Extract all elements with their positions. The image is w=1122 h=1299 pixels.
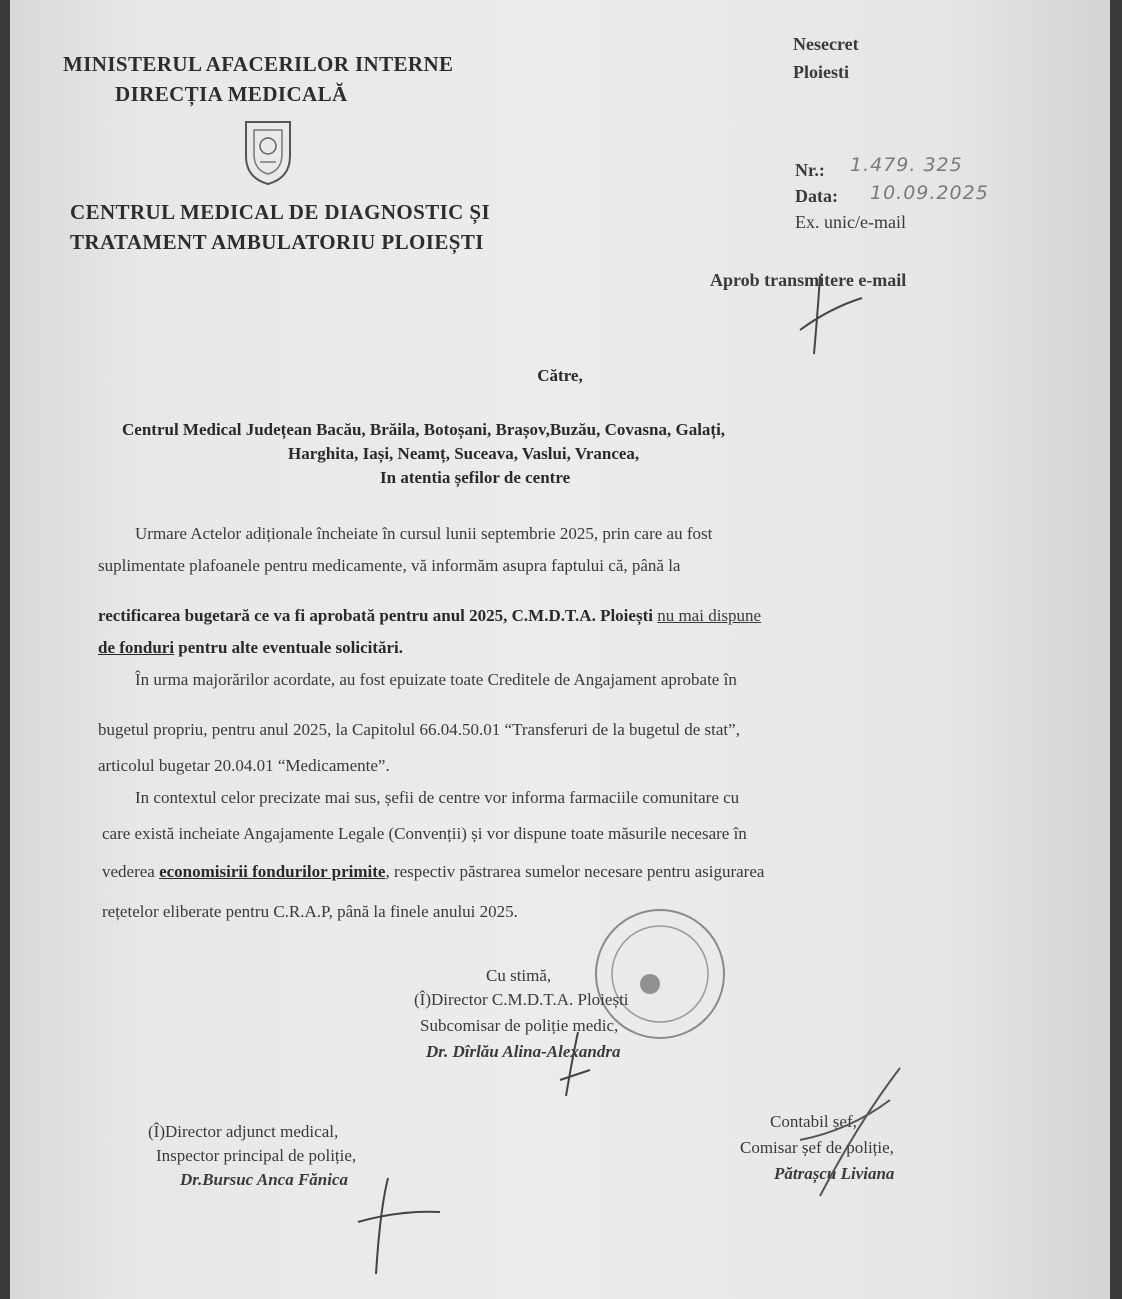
p1-line1: Urmare Actelor adiționale încheiate în cursul lunii septembrie 2025, prin care au fost: [135, 524, 713, 543]
deputy-name: Dr.Bursuc Anca Fănica: [180, 1170, 348, 1189]
p1-line2: suplimentate plafoanele pentru medicamente, vă informăm asupra faptului că, până la: [98, 556, 681, 575]
addressee-line3: In atentia șefilor de centre: [380, 468, 571, 487]
director-name: Dr. Dîrlău Alina-Alexandra: [426, 1042, 621, 1061]
center-name-line1: CENTRUL MEDICAL DE DIAGNOSTIC ȘI: [70, 200, 491, 224]
to-heading: Către,: [537, 366, 583, 385]
nr-value: 1.479. 325: [850, 154, 963, 176]
addressee-line1: Centrul Medical Județean Bacău, Brăila, Botoșani, Brașov,Buzău, Covasna, Galați,: [122, 420, 726, 439]
p1-line3: [98, 606, 761, 626]
approval-signature-icon: [790, 268, 880, 358]
p2-line2: bugetul propriu, pentru anul 2025, la Capitolul 66.04.50.01 “Transferuri de la bugetul de stat”,: [98, 720, 740, 739]
director-rank: Subcomisar de poliție medic,: [420, 1016, 619, 1035]
date-value: 10.09.2025: [870, 182, 989, 204]
deputy-signature-icon: [340, 1170, 450, 1280]
city-label: Ploiesti: [793, 62, 849, 82]
ministry-heading: MINISTERUL AFACERILOR INTERNE: [63, 52, 454, 76]
p3-line3-pre: vederea: [102, 862, 160, 881]
directorate-heading: DIRECȚIA MEDICALĂ: [115, 82, 348, 106]
p3-line3-post: , respectiv păstrarea sumelor necesare pentru asigurarea: [385, 862, 765, 881]
p3-line2: care există incheiate Angajamente Legale (Convenții) și vor dispune toate măsurile necesare în: [102, 824, 747, 843]
p2-line1: În urma majorărilor acordate, au fost epuizate toate Creditele de Angajament aprobate în: [135, 670, 737, 689]
accountant-signature-icon: [790, 1060, 910, 1200]
document-page: [10, 0, 1110, 1299]
p1-line4-rest: pentru alte eventuale solicitări.: [174, 638, 404, 657]
p3-line1: In contextul celor precizate mai sus, șefii de centre vor informa farmaciile comunitare cu: [135, 788, 740, 807]
p1-line3-bold: rectificarea bugetară ce va fi aprobată pentru anul 2025, C.M.D.T.A. Ploiești: [98, 606, 653, 625]
classification-label: Nesecret: [793, 34, 859, 54]
deputy-rank: Inspector principal de poliție,: [156, 1146, 357, 1165]
accountant-title: Contabil șef,: [770, 1112, 857, 1131]
coat-of-arms-emblem: [238, 116, 298, 188]
p2-line3: articolul bugetar 20.04.01 “Medicamente”.: [98, 756, 390, 775]
director-title: (Î)Director C.M.D.T.A. Ploiești: [414, 990, 629, 1009]
approval-note: Aprob transmitere e-mail: [710, 270, 907, 290]
director-signature-icon: [550, 1030, 610, 1100]
p1-line4: [98, 638, 403, 658]
p3-line4: rețetelor eliberate pentru C.R.A.P, până la finele anului 2025.: [102, 902, 518, 921]
addressee-line2: Harghita, Iași, Neamț, Suceava, Vaslui, Vrancea,: [288, 444, 640, 463]
p1-line3-underlined: nu mai dispune: [657, 606, 762, 625]
closing-salutation: Cu stimă,: [486, 966, 552, 985]
p3-line3: [102, 862, 764, 882]
date-label: Data:: [795, 186, 838, 206]
accountant-name: Pătrașcu Liviana: [774, 1164, 895, 1183]
copy-note: Ex. unic/e-mail: [795, 212, 906, 232]
p3-line3-bold: economisirii fondurilor primite: [159, 862, 386, 881]
nr-label: Nr.:: [795, 160, 825, 180]
accountant-rank: Comisar șef de poliție,: [740, 1138, 894, 1157]
deputy-title: (Î)Director adjunct medical,: [148, 1122, 339, 1141]
center-name-line2: TRATAMENT AMBULATORIU PLOIEȘTI: [70, 230, 484, 254]
p1-line4-underlined: de fonduri: [98, 638, 175, 657]
